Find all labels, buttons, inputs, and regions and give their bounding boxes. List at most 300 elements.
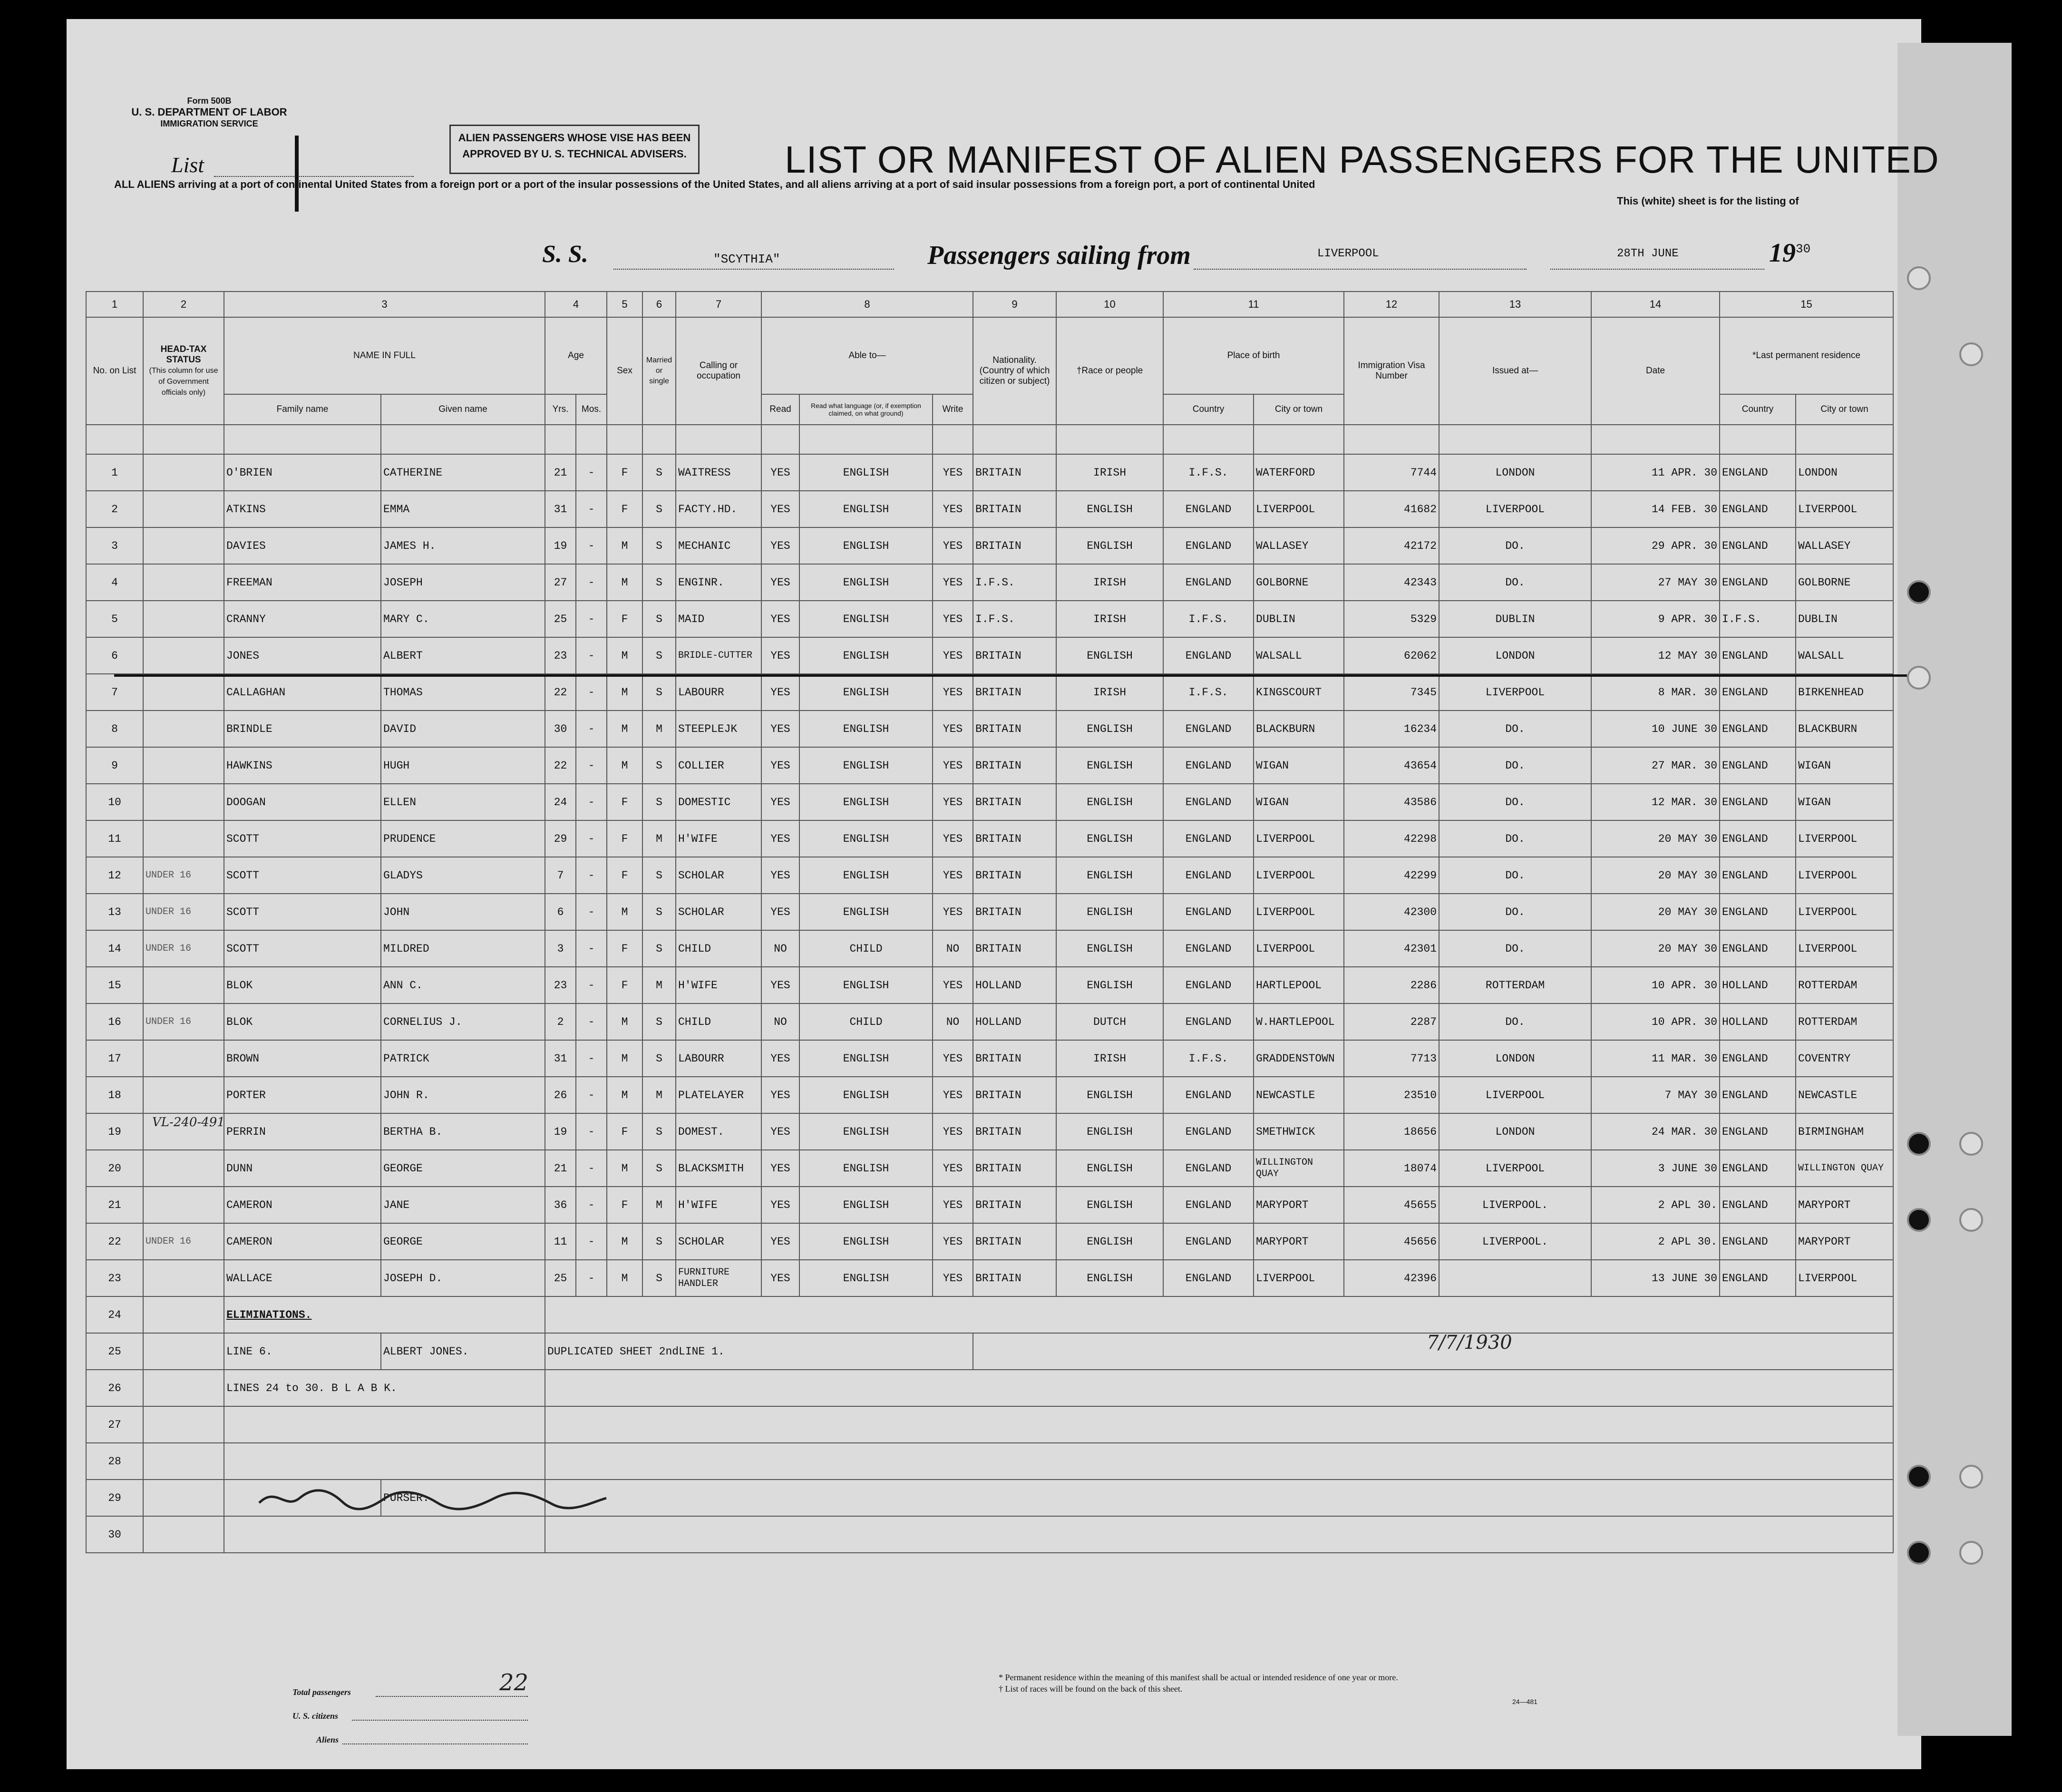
age-years-cell: 26 xyxy=(545,1077,576,1113)
head-tax-cell xyxy=(143,1260,224,1296)
nationality-cell: BRITAIN xyxy=(973,1223,1056,1260)
issued-at-cell: LONDON xyxy=(1439,1113,1591,1150)
language-cell: ENGLISH xyxy=(799,711,933,747)
read-cell: YES xyxy=(761,491,799,527)
write-cell: YES xyxy=(933,601,973,637)
passenger-row xyxy=(86,1150,1893,1187)
residence-city-cell: DUBLIN xyxy=(1796,601,1893,637)
residence-city-cell: LIVERPOOL xyxy=(1796,857,1893,894)
form-identifier xyxy=(119,95,300,129)
age-years-cell: 31 xyxy=(545,491,576,527)
birth-city-cell: KINGSCOURT xyxy=(1254,674,1344,711)
row-number: 24 xyxy=(86,1296,143,1333)
occupation-cell: FACTY.HD. xyxy=(676,491,761,527)
read-cell: YES xyxy=(761,1077,799,1113)
residence-city-cell: ROTTERDAM xyxy=(1796,967,1893,1003)
language-cell: ENGLISH xyxy=(799,1077,933,1113)
age-years-cell: 21 xyxy=(545,454,576,491)
row-number: 26 xyxy=(86,1370,143,1406)
language-cell: ENGLISH xyxy=(799,857,933,894)
head-tax-cell xyxy=(143,967,224,1003)
visa-number-cell: 42299 xyxy=(1344,857,1439,894)
read-cell: YES xyxy=(761,1113,799,1150)
visa-number-cell: 42396 xyxy=(1344,1260,1439,1296)
issued-at-cell: DO. xyxy=(1439,894,1591,930)
language-cell: ENGLISH xyxy=(799,637,933,674)
row-number: 16 xyxy=(86,1003,143,1040)
passenger-row xyxy=(86,784,1893,820)
race-cell: ENGLISH xyxy=(1056,1187,1163,1223)
marital-cell: S xyxy=(642,637,676,674)
binding-hole-icon xyxy=(1907,1465,1931,1489)
occupation-cell: MECHANIC xyxy=(676,527,761,564)
race-cell: ENGLISH xyxy=(1056,527,1163,564)
passenger-row xyxy=(86,491,1893,527)
issued-at-cell: LIVERPOOL xyxy=(1439,491,1591,527)
col-number: 2 xyxy=(143,292,224,317)
passenger-row xyxy=(86,1260,1893,1296)
language-cell: ENGLISH xyxy=(799,1150,933,1187)
row-number: 12 xyxy=(86,857,143,894)
row-number: 8 xyxy=(86,711,143,747)
head-tax-cell xyxy=(143,747,224,784)
marital-cell: S xyxy=(642,930,676,967)
us-citizens-line xyxy=(352,1720,528,1721)
race-cell: IRISH xyxy=(1056,564,1163,601)
age-months-cell: - xyxy=(576,1223,607,1260)
language-cell: ENGLISH xyxy=(799,1187,933,1223)
given-name-cell: DAVID xyxy=(381,711,545,747)
row-number: 10 xyxy=(86,784,143,820)
issued-at-cell: ROTTERDAM xyxy=(1439,967,1591,1003)
sex-cell: M xyxy=(607,894,642,930)
issued-at-cell: LIVERPOOL. xyxy=(1439,1187,1591,1223)
row-number: 2 xyxy=(86,491,143,527)
visa-number-cell: 2286 xyxy=(1344,967,1439,1003)
head-tax-title: HEAD-TAX STATUS xyxy=(160,344,207,365)
issued-at-cell: LONDON xyxy=(1439,637,1591,674)
row-number: 13 xyxy=(86,894,143,930)
nationality-cell: BRITAIN xyxy=(973,1113,1056,1150)
visa-number-cell: 62062 xyxy=(1344,637,1439,674)
issue-date-cell: 12 MAY 30 xyxy=(1591,637,1720,674)
age-months-cell: - xyxy=(576,711,607,747)
marital-cell: S xyxy=(642,491,676,527)
write-cell: YES xyxy=(933,747,973,784)
eliminations-heading: ELIMINATIONS. xyxy=(224,1296,545,1333)
family-name-cell: SCOTT xyxy=(224,894,381,930)
family-name-cell: ATKINS xyxy=(224,491,381,527)
race-cell: ENGLISH xyxy=(1056,747,1163,784)
family-name-cell: WALLACE xyxy=(224,1260,381,1296)
read-cell: YES xyxy=(761,637,799,674)
birth-city-cell: DUBLIN xyxy=(1254,601,1344,637)
family-name-cell: HAWKINS xyxy=(224,747,381,784)
occupation-cell: CHILD xyxy=(676,1003,761,1040)
row-number: 21 xyxy=(86,1187,143,1223)
birth-country-cell: ENGLAND xyxy=(1163,1113,1254,1150)
row-number: 20 xyxy=(86,1150,143,1187)
birth-city-cell: WALSALL xyxy=(1254,637,1344,674)
issue-date-cell: 20 MAY 30 xyxy=(1591,857,1720,894)
birth-country-cell: I.F.S. xyxy=(1163,1040,1254,1077)
given-name-cell: JOHN xyxy=(381,894,545,930)
birth-country-cell: I.F.S. xyxy=(1163,674,1254,711)
stamp-line-2: APPROVED BY U. S. TECHNICAL ADVISERS. xyxy=(462,148,687,160)
issued-at-cell: LIVERPOOL xyxy=(1439,674,1591,711)
sex-cell: M xyxy=(607,1077,642,1113)
race-cell: ENGLISH xyxy=(1056,967,1163,1003)
race-cell: ENGLISH xyxy=(1056,820,1163,857)
row-number: 7 xyxy=(86,674,143,711)
row-number: 22 xyxy=(86,1223,143,1260)
race-cell: ENGLISH xyxy=(1056,1223,1163,1260)
sex-cell: M xyxy=(607,747,642,784)
header-family-name: Family name xyxy=(224,394,381,425)
visa-number-cell: 18656 xyxy=(1344,1113,1439,1150)
sex-cell: M xyxy=(607,674,642,711)
row-number: 30 xyxy=(86,1516,143,1553)
age-months-cell: - xyxy=(576,454,607,491)
nationality-cell: BRITAIN xyxy=(973,820,1056,857)
birth-city-cell: NEWCASTLE xyxy=(1254,1077,1344,1113)
birth-country-cell: ENGLAND xyxy=(1163,820,1254,857)
visa-number-cell: 42172 xyxy=(1344,527,1439,564)
age-years-cell: 23 xyxy=(545,967,576,1003)
given-name-cell: ELLEN xyxy=(381,784,545,820)
col-number: 11 xyxy=(1163,292,1344,317)
write-cell: YES xyxy=(933,711,973,747)
passenger-row xyxy=(86,564,1893,601)
visa-number-cell: 43654 xyxy=(1344,747,1439,784)
age-years-cell: 7 xyxy=(545,857,576,894)
passenger-row xyxy=(86,1077,1893,1113)
sex-cell: F xyxy=(607,784,642,820)
sex-cell: F xyxy=(607,454,642,491)
birth-country-cell: ENGLAND xyxy=(1163,930,1254,967)
issued-at-cell: DO. xyxy=(1439,1003,1591,1040)
race-cell: DUTCH xyxy=(1056,1003,1163,1040)
row-number: 19 xyxy=(86,1113,143,1150)
read-cell: YES xyxy=(761,711,799,747)
occupation-cell: SCHOLAR xyxy=(676,894,761,930)
issued-at-cell: LONDON xyxy=(1439,1040,1591,1077)
residence-country-cell: ENGLAND xyxy=(1720,1113,1796,1150)
passenger-table xyxy=(86,291,1894,1553)
residence-country-cell: ENGLAND xyxy=(1720,637,1796,674)
header-read: Read xyxy=(761,394,799,425)
age-years-cell: 2 xyxy=(545,1003,576,1040)
issue-date-cell: 3 JUNE 30 xyxy=(1591,1150,1720,1187)
age-years-cell: 23 xyxy=(545,637,576,674)
birth-country-cell: ENGLAND xyxy=(1163,637,1254,674)
head-tax-cell xyxy=(143,1040,224,1077)
given-name-cell: PRUDENCE xyxy=(381,820,545,857)
age-years-cell: 3 xyxy=(545,930,576,967)
row-number: 9 xyxy=(86,747,143,784)
col-number: 5 xyxy=(607,292,642,317)
given-name-cell: HUGH xyxy=(381,747,545,784)
read-cell: YES xyxy=(761,1223,799,1260)
col-number: 7 xyxy=(676,292,761,317)
list-number-mark xyxy=(295,136,299,212)
age-months-cell: - xyxy=(576,930,607,967)
given-name-cell: JOHN R. xyxy=(381,1077,545,1113)
visa-number-cell: 5329 xyxy=(1344,601,1439,637)
given-name-cell: CORNELIUS J. xyxy=(381,1003,545,1040)
residence-country-cell: ENGLAND xyxy=(1720,527,1796,564)
visa-number-cell: 7345 xyxy=(1344,674,1439,711)
residence-note: * Permanent residence within the meaning of this manifest shall be actual or intended residence of one year or more. xyxy=(999,1673,1398,1682)
language-cell: ENGLISH xyxy=(799,784,933,820)
birth-city-cell: BLACKBURN xyxy=(1254,711,1344,747)
given-name-cell: JOSEPH xyxy=(381,564,545,601)
family-name-cell: PERRIN xyxy=(224,1113,381,1150)
header-date: Date xyxy=(1591,317,1720,425)
sailing-from-label: Passengers sailing from xyxy=(927,241,1191,270)
header-calling: Calling or occupation xyxy=(676,317,761,425)
family-name-cell: CALLAGHAN xyxy=(224,674,381,711)
elimination-reason: DUPLICATED SHEET 2ndLINE 1. xyxy=(545,1333,973,1370)
residence-city-cell: MARYPORT xyxy=(1796,1187,1893,1223)
race-cell: ENGLISH xyxy=(1056,711,1163,747)
strikethrough-line-6 xyxy=(114,674,1907,677)
race-cell: ENGLISH xyxy=(1056,491,1163,527)
marital-cell: S xyxy=(642,1003,676,1040)
aliens-line xyxy=(342,1743,528,1744)
language-cell: ENGLISH xyxy=(799,1223,933,1260)
ss-label: S. S. xyxy=(542,241,588,268)
marital-cell: S xyxy=(642,1040,676,1077)
subtitle-sheet-note: This (white) sheet is for the listing of xyxy=(1617,195,1799,207)
issued-at-cell: LONDON xyxy=(1439,454,1591,491)
residence-country-cell: ENGLAND xyxy=(1720,1077,1796,1113)
head-tax-cell xyxy=(143,601,224,637)
residence-city-cell: COVENTRY xyxy=(1796,1040,1893,1077)
passenger-row xyxy=(86,747,1893,784)
given-name-cell: MARY C. xyxy=(381,601,545,637)
family-name-cell: BLOK xyxy=(224,1003,381,1040)
age-years-cell: 25 xyxy=(545,1260,576,1296)
family-name-cell: CRANNY xyxy=(224,601,381,637)
age-months-cell: - xyxy=(576,1187,607,1223)
residence-country-cell: ENGLAND xyxy=(1720,564,1796,601)
aliens-label: Aliens xyxy=(316,1735,339,1744)
marital-cell: S xyxy=(642,1260,676,1296)
given-name-cell: PATRICK xyxy=(381,1040,545,1077)
family-name-cell: CAMERON xyxy=(224,1223,381,1260)
purser-signature xyxy=(257,1484,609,1512)
race-cell: ENGLISH xyxy=(1056,1150,1163,1187)
write-cell: YES xyxy=(933,1187,973,1223)
residence-city-cell: LIVERPOOL xyxy=(1796,930,1893,967)
race-cell: ENGLISH xyxy=(1056,930,1163,967)
col-number: 8 xyxy=(761,292,973,317)
visa-number-cell: 18074 xyxy=(1344,1150,1439,1187)
issue-date-cell: 27 MAR. 30 xyxy=(1591,747,1720,784)
inspector-date: 7/7/1930 xyxy=(1427,1332,1512,1354)
list-label: List xyxy=(171,153,204,177)
issued-at-cell xyxy=(1439,1260,1591,1296)
age-years-cell: 11 xyxy=(545,1223,576,1260)
remarks-row xyxy=(86,1370,1893,1406)
read-cell: YES xyxy=(761,820,799,857)
age-years-cell: 30 xyxy=(545,711,576,747)
occupation-cell: PLATELAYER xyxy=(676,1077,761,1113)
write-cell: YES xyxy=(933,1223,973,1260)
read-cell: YES xyxy=(761,894,799,930)
residence-country-cell: ENGLAND xyxy=(1720,820,1796,857)
given-name-cell: EMMA xyxy=(381,491,545,527)
ship-name: "SCYTHIA" xyxy=(713,252,780,266)
head-tax-cell xyxy=(143,674,224,711)
row-number: 28 xyxy=(86,1443,143,1480)
read-cell: YES xyxy=(761,601,799,637)
residence-country-cell: ENGLAND xyxy=(1720,1223,1796,1260)
birth-country-cell: ENGLAND xyxy=(1163,1187,1254,1223)
residence-country-cell: ENGLAND xyxy=(1720,894,1796,930)
write-cell: YES xyxy=(933,1077,973,1113)
birth-city-cell: W.HARTLEPOOL xyxy=(1254,1003,1344,1040)
binding-hole-icon xyxy=(1959,1208,1983,1232)
issue-date-cell: 27 MAY 30 xyxy=(1591,564,1720,601)
header-yrs: Yrs. xyxy=(545,394,576,425)
residence-country-cell: ENGLAND xyxy=(1720,784,1796,820)
age-months-cell: - xyxy=(576,1113,607,1150)
residence-city-cell: NEWCASTLE xyxy=(1796,1077,1893,1113)
row-number: 15 xyxy=(86,967,143,1003)
age-years-cell: 22 xyxy=(545,674,576,711)
given-name-cell: GLADYS xyxy=(381,857,545,894)
family-name-cell: DUNN xyxy=(224,1150,381,1187)
occupation-cell: SCHOLAR xyxy=(676,1223,761,1260)
residence-country-cell: ENGLAND xyxy=(1720,491,1796,527)
age-years-cell: 29 xyxy=(545,820,576,857)
birth-city-cell: LIVERPOOL xyxy=(1254,491,1344,527)
issue-date-cell: 7 MAY 30 xyxy=(1591,1077,1720,1113)
residence-city-cell: ROTTERDAM xyxy=(1796,1003,1893,1040)
sex-cell: F xyxy=(607,820,642,857)
elimination-line: LINE 6. xyxy=(224,1333,381,1370)
sex-cell: M xyxy=(607,1003,642,1040)
passenger-row xyxy=(86,1223,1893,1260)
head-tax-cell xyxy=(143,491,224,527)
age-months-cell: - xyxy=(576,820,607,857)
age-years-cell: 19 xyxy=(545,527,576,564)
read-cell: YES xyxy=(761,1187,799,1223)
visa-number-cell: 42343 xyxy=(1344,564,1439,601)
marital-cell: S xyxy=(642,857,676,894)
race-cell: ENGLISH xyxy=(1056,784,1163,820)
family-name-cell: SCOTT xyxy=(224,857,381,894)
write-cell: YES xyxy=(933,674,973,711)
sex-cell: F xyxy=(607,857,642,894)
department-name: U. S. DEPARTMENT OF LABOR xyxy=(131,106,287,118)
occupation-cell: ENGINR. xyxy=(676,564,761,601)
spacer-row xyxy=(86,425,1893,454)
remarks-row xyxy=(86,1296,1893,1333)
blank-lines-note: LINES 24 to 30. B L A B K. xyxy=(224,1370,545,1406)
write-cell: YES xyxy=(933,820,973,857)
marital-cell: S xyxy=(642,1150,676,1187)
sex-cell: F xyxy=(607,491,642,527)
race-cell: ENGLISH xyxy=(1056,894,1163,930)
birth-city-cell: WATERFORD xyxy=(1254,454,1344,491)
header-issued-at: Issued at— xyxy=(1439,317,1591,425)
family-name-cell: O'BRIEN xyxy=(224,454,381,491)
passenger-row xyxy=(86,1003,1893,1040)
occupation-cell: FURNITURE HANDLER xyxy=(676,1260,761,1296)
nationality-cell: BRITAIN xyxy=(973,491,1056,527)
family-name-cell: SCOTT xyxy=(224,930,381,967)
visa-number-cell: 16234 xyxy=(1344,711,1439,747)
header-birth-city: City or town xyxy=(1254,394,1344,425)
header-last-residence: *Last permanent residence xyxy=(1720,317,1893,394)
given-name-cell: ANN C. xyxy=(381,967,545,1003)
given-name-cell: GEORGE xyxy=(381,1150,545,1187)
occupation-cell: WAITRESS xyxy=(676,454,761,491)
birth-city-cell: HARTLEPOOL xyxy=(1254,967,1344,1003)
birth-country-cell: ENGLAND xyxy=(1163,1150,1254,1187)
departure-date: 28TH JUNE xyxy=(1617,247,1679,260)
head-tax-cell: UNDER 16 xyxy=(143,930,224,967)
purser-label: PURSER. xyxy=(381,1480,545,1516)
head-tax-cell xyxy=(143,564,224,601)
marital-cell: M xyxy=(642,967,676,1003)
occupation-cell: H'WIFE xyxy=(676,967,761,1003)
birth-country-cell: ENGLAND xyxy=(1163,857,1254,894)
read-cell: NO xyxy=(761,930,799,967)
row-number: 17 xyxy=(86,1040,143,1077)
birth-country-cell: ENGLAND xyxy=(1163,784,1254,820)
occupation-cell: DOMESTIC xyxy=(676,784,761,820)
given-name-cell: CATHERINE xyxy=(381,454,545,491)
birth-city-cell: MARYPORT xyxy=(1254,1187,1344,1223)
issue-date-cell: 20 MAY 30 xyxy=(1591,894,1720,930)
residence-country-cell: ENGLAND xyxy=(1720,930,1796,967)
race-cell: ENGLISH xyxy=(1056,1077,1163,1113)
col-number: 3 xyxy=(224,292,545,317)
nationality-cell: I.F.S. xyxy=(973,564,1056,601)
marital-cell: S xyxy=(642,1223,676,1260)
passenger-row xyxy=(86,930,1893,967)
port-line xyxy=(1194,269,1527,270)
nationality-cell: BRITAIN xyxy=(973,784,1056,820)
age-months-cell: - xyxy=(576,894,607,930)
races-note: † List of races will be found on the back of this sheet. xyxy=(999,1684,1183,1694)
header-mos: Mos. xyxy=(576,394,607,425)
binding-hole-icon xyxy=(1907,580,1931,604)
birth-country-cell: ENGLAND xyxy=(1163,1260,1254,1296)
read-cell: YES xyxy=(761,784,799,820)
family-name-cell: CAMERON xyxy=(224,1187,381,1223)
remarks-row xyxy=(86,1406,1893,1443)
age-years-cell: 6 xyxy=(545,894,576,930)
us-citizens-label: U. S. citizens xyxy=(292,1711,339,1721)
marital-cell: M xyxy=(642,1187,676,1223)
race-cell: ENGLISH xyxy=(1056,1260,1163,1296)
marital-cell: S xyxy=(642,747,676,784)
sex-cell: M xyxy=(607,564,642,601)
language-cell: ENGLISH xyxy=(799,674,933,711)
remarks-row xyxy=(86,1333,1893,1370)
write-cell: YES xyxy=(933,564,973,601)
subtitle-text: ALL ALIENS arriving at a port of continental United States from a foreign port or a port of the insular possessions of the United States, and all aliens arriving at a port of said insular possessions from a foreign port, a port of continental United xyxy=(114,178,1315,190)
visa-number-cell: 42298 xyxy=(1344,820,1439,857)
col-number: 4 xyxy=(545,292,607,317)
language-cell: ENGLISH xyxy=(799,564,933,601)
total-passengers-label: Total passengers xyxy=(292,1687,351,1697)
